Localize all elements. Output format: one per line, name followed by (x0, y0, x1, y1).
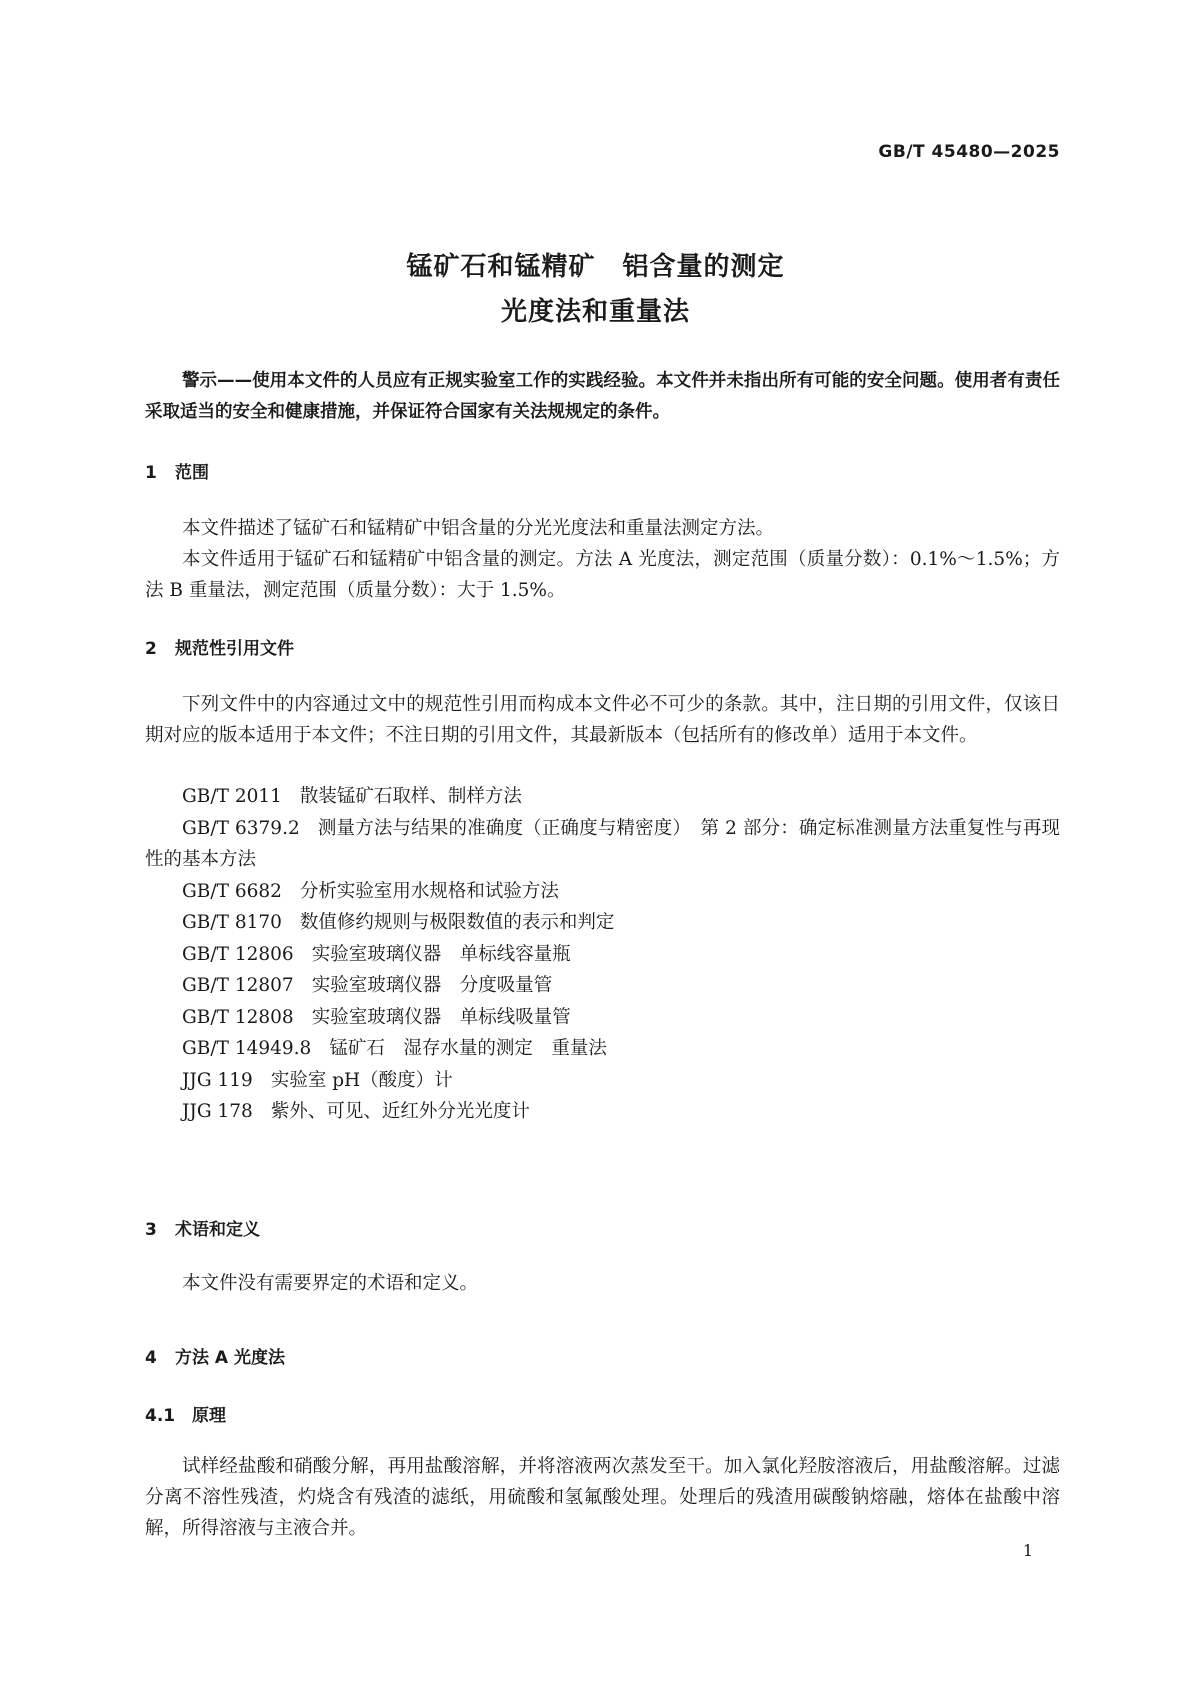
reference-item (145, 1096, 1060, 1128)
scope-paragraph-2: 本文件适用于锰矿石和锰精矿中铝含量的测定。方法 A 光度法，测定范围（质量分数）：0.1%～1.5%；方法 B 重量法，测定范围（质量分数）：大于 1.5%。 (145, 549, 1060, 601)
reference-title: 实验室玻璃仪器 单标线容量瓶 (311, 943, 571, 965)
reference-title: 测量方法与结果的准确度（正确度与精密度） 第 2 部分：确定标准测量方法重复性与再现性的基本方法 (145, 817, 1060, 870)
document-title-line-2: 光度法和重量法 (500, 297, 690, 327)
reference-title: 实验室 pH（酸度）计 (270, 1069, 453, 1091)
page-number: 1 (1022, 1541, 1033, 1560)
section-4-heading (145, 1343, 285, 1368)
section-4-1-title: 原理 (192, 1406, 226, 1426)
section-2-title: 规范性引用文件 (175, 639, 294, 659)
reference-code: GB/T 6379.2 (182, 817, 300, 839)
reference-title: 锰矿石 湿存水量的测定 重量法 (329, 1038, 607, 1059)
section-1-title: 范围 (175, 463, 209, 483)
reference-code: GB/T 14949.8 (182, 1038, 312, 1059)
reference-item (145, 970, 1060, 1002)
reference-code: GB/T 8170 (182, 912, 282, 933)
reference-item (145, 939, 1060, 971)
section-4-1-number: 4.1 (145, 1406, 176, 1426)
reference-item (145, 1002, 1060, 1034)
section-4-1-heading (145, 1401, 226, 1426)
principle-paragraph: 试样经盐酸和硝酸分解，再用盐酸溶解，并将溶液两次蒸发至干。加入氯化羟胺溶液后，用盐酸溶解。过滤分离不溶性残渣，灼烧含有残渣的滤纸，用硫酸和氢氟酸处理。处理后的残渣用碳酸钠熔融，熔体在盐酸中溶解，所得溶液与主液合并。 (145, 1456, 1060, 1539)
section-4-number: 4 (145, 1348, 157, 1368)
section-4-title: 方法 A 光度法 (175, 1348, 285, 1368)
normative-references-list (145, 781, 1060, 1128)
references-intro: 下列文件中的内容通过文中的规范性引用而构成本文件必不可少的条款。其中，注日期的引用文件，仅该日期对应的版本适用于本文件；不注日期的引用文件，其最新版本（包括所有的修改单）适用于本文件。 (145, 694, 1060, 746)
document-title-line-1: 锰矿石和锰精矿 铝含量的测定 (406, 252, 785, 282)
standard-code: GB/T 45480—2025 (878, 142, 1060, 162)
section-2-heading (145, 634, 294, 659)
section-3-heading (145, 1215, 260, 1240)
section-2-number: 2 (145, 639, 157, 659)
reference-title: 实验室玻璃仪器 单标线吸量管 (311, 1006, 571, 1028)
reference-code: JJG 178 (182, 1101, 253, 1122)
reference-title: 紫外、可见、近红外分光光度计 (270, 1101, 530, 1122)
reference-item (145, 1033, 1060, 1065)
reference-code: GB/T 6682 (182, 880, 282, 902)
section-1-heading (145, 458, 209, 483)
reference-code: GB/T 2011 (182, 786, 282, 807)
reference-code: GB/T 12807 (182, 975, 294, 996)
reference-item (145, 781, 1060, 813)
safety-warning: 警示——使用本文件的人员应有正规实验室工作的实践经验。本文件并未指出所有可能的安全问题。使用者有责任采取适当的安全和健康措施，并保证符合国家有关法规规定的条件。 (145, 371, 1060, 422)
section-1-number: 1 (145, 463, 157, 483)
reference-item (145, 1065, 1060, 1097)
section-3-number: 3 (145, 1220, 157, 1240)
reference-item (145, 813, 1060, 876)
section-3-title: 术语和定义 (175, 1220, 260, 1240)
reference-title: 散装锰矿石取样、制样方法 (299, 786, 522, 807)
reference-item (145, 876, 1060, 908)
reference-title: 数值修约规则与极限数值的表示和判定 (299, 912, 615, 933)
reference-code: JJG 119 (182, 1069, 253, 1091)
reference-item (145, 907, 1060, 939)
reference-title: 分析实验室用水规格和试验方法 (299, 880, 559, 902)
terms-paragraph: 本文件没有需要界定的术语和定义。 (182, 1273, 479, 1294)
scope-paragraph-1: 本文件描述了锰矿石和锰精矿中铝含量的分光光度法和重量法测定方法。 (182, 518, 775, 539)
reference-code: GB/T 12808 (182, 1006, 294, 1028)
reference-title: 实验室玻璃仪器 分度吸量管 (311, 975, 553, 996)
reference-code: GB/T 12806 (182, 943, 294, 965)
